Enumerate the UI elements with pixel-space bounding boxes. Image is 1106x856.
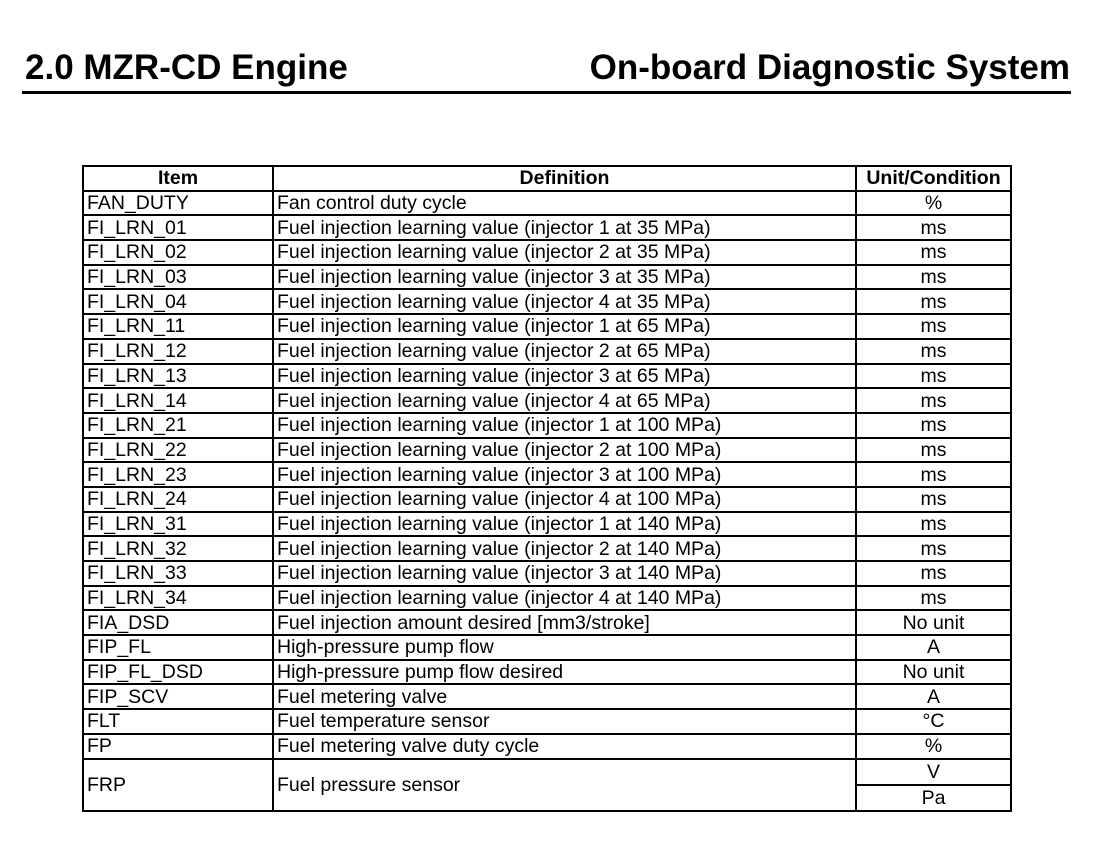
item-cell: FI_LRN_34 — [83, 586, 273, 611]
item-cell: FI_LRN_11 — [83, 314, 273, 339]
unit-cell: ms — [856, 339, 1011, 364]
table-row — [83, 438, 1011, 463]
definition-cell: Fuel injection learning value (injector 2 at 100 MPa) — [273, 438, 856, 463]
table-row — [83, 610, 1011, 635]
column-header-unit: Unit/Condition — [856, 166, 1011, 191]
column-header-definition: Definition — [273, 166, 856, 191]
definition-cell: Fuel injection learning value (injector 1 at 35 MPa) — [273, 215, 856, 240]
unit-cell: ms — [856, 413, 1011, 438]
table-row — [83, 512, 1011, 537]
table-body — [83, 191, 1011, 811]
unit-cell: ms — [856, 364, 1011, 389]
table-row — [83, 734, 1011, 759]
item-cell: FP — [83, 734, 273, 759]
page-header — [22, 44, 1071, 94]
column-header-item: Item — [83, 166, 273, 191]
table-row — [83, 339, 1011, 364]
item-cell: FIA_DSD — [83, 610, 273, 635]
system-title: On-board Diagnostic System — [589, 48, 1070, 87]
item-cell: FI_LRN_32 — [83, 536, 273, 561]
item-cell: FI_LRN_24 — [83, 487, 273, 512]
unit-cell: ms — [856, 240, 1011, 265]
table-row — [83, 462, 1011, 487]
unit-cell: ms — [856, 536, 1011, 561]
item-cell: FAN_DUTY — [83, 191, 273, 216]
unit-cell: ms — [856, 487, 1011, 512]
definition-cell: Fuel injection learning value (injector 1 at 100 MPa) — [273, 413, 856, 438]
table-row — [83, 413, 1011, 438]
item-cell: FI_LRN_04 — [83, 289, 273, 314]
table-row — [83, 215, 1011, 240]
unit-cell: ms — [856, 561, 1011, 586]
table-row — [83, 240, 1011, 265]
item-cell: FI_LRN_31 — [83, 512, 273, 537]
unit-cell: ms — [856, 388, 1011, 413]
definition-cell: High-pressure pump flow — [273, 635, 856, 660]
unit-cell: % — [856, 734, 1011, 759]
unit-value-top: V — [856, 760, 1011, 786]
unit-cell: °C — [856, 709, 1011, 734]
unit-cell: ms — [856, 462, 1011, 487]
item-cell: FIP_FL — [83, 635, 273, 660]
definition-cell: Fan control duty cycle — [273, 191, 856, 216]
definition-cell: Fuel injection learning value (injector 4 at 35 MPa) — [273, 289, 856, 314]
unit-cell: No unit — [856, 660, 1011, 685]
item-cell: FI_LRN_01 — [83, 215, 273, 240]
item-cell: FIP_SCV — [83, 684, 273, 709]
definition-cell: Fuel injection learning value (injector 4 at 100 MPa) — [273, 487, 856, 512]
table-row — [83, 536, 1011, 561]
item-cell: FI_LRN_12 — [83, 339, 273, 364]
table-row — [83, 487, 1011, 512]
unit-cell: % — [856, 191, 1011, 216]
definition-cell: Fuel injection learning value (injector 1 at 140 MPa) — [273, 512, 856, 537]
definition-cell: Fuel injection learning value (injector 2 at 65 MPa) — [273, 339, 856, 364]
definition-cell: Fuel temperature sensor — [273, 709, 856, 734]
unit-cell: A — [856, 635, 1011, 660]
item-cell: FRP — [83, 759, 273, 811]
unit-cell: ms — [856, 289, 1011, 314]
definition-cell: Fuel injection learning value (injector 3 at 100 MPa) — [273, 462, 856, 487]
item-cell: FI_LRN_02 — [83, 240, 273, 265]
unit-cell: No unit — [856, 610, 1011, 635]
table-row — [83, 635, 1011, 660]
table-row — [83, 586, 1011, 611]
item-cell: FLT — [83, 709, 273, 734]
definition-cell: Fuel injection learning value (injector 3 at 35 MPa) — [273, 265, 856, 290]
unit-cell: ms — [856, 265, 1011, 290]
definition-cell: Fuel injection learning value (injector 1 at 65 MPa) — [273, 314, 856, 339]
unit-cell: A — [856, 684, 1011, 709]
item-cell: FI_LRN_23 — [83, 462, 273, 487]
table-row — [83, 265, 1011, 290]
table-header-row — [83, 166, 1011, 191]
table-row — [83, 191, 1011, 216]
table-row — [83, 660, 1011, 685]
table-row — [83, 561, 1011, 586]
definition-cell: Fuel metering valve duty cycle — [273, 734, 856, 759]
definition-cell: Fuel injection learning value (injector 4 at 140 MPa) — [273, 586, 856, 611]
definition-cell: Fuel injection amount desired [mm3/stroke] — [273, 610, 856, 635]
table-row — [83, 684, 1011, 709]
definition-cell: Fuel pressure sensor — [273, 759, 856, 811]
unit-value-bottom: Pa — [921, 786, 946, 809]
table-row — [83, 289, 1011, 314]
definition-cell: High-pressure pump flow desired — [273, 660, 856, 685]
item-cell: FI_LRN_33 — [83, 561, 273, 586]
item-cell: FI_LRN_03 — [83, 265, 273, 290]
table-row — [83, 314, 1011, 339]
unit-cell: ms — [856, 586, 1011, 611]
unit-cell — [856, 759, 1011, 811]
definition-cell: Fuel injection learning value (injector 4 at 65 MPa) — [273, 388, 856, 413]
table-row — [83, 364, 1011, 389]
definition-cell: Fuel metering valve — [273, 684, 856, 709]
unit-cell: ms — [856, 512, 1011, 537]
table-row — [83, 709, 1011, 734]
definition-cell: Fuel injection learning value (injector 3 at 140 MPa) — [273, 561, 856, 586]
unit-cell: ms — [856, 438, 1011, 463]
item-cell: FI_LRN_22 — [83, 438, 273, 463]
item-cell: FIP_FL_DSD — [83, 660, 273, 685]
unit-cell: ms — [856, 314, 1011, 339]
definition-cell: Fuel injection learning value (injector 2 at 140 MPa) — [273, 536, 856, 561]
definition-cell: Fuel injection learning value (injector 2 at 35 MPa) — [273, 240, 856, 265]
definition-cell: Fuel injection learning value (injector 3 at 65 MPa) — [273, 364, 856, 389]
item-cell: FI_LRN_21 — [83, 413, 273, 438]
table-row — [83, 388, 1011, 413]
item-cell: FI_LRN_13 — [83, 364, 273, 389]
diagnostic-items-table — [82, 165, 1012, 812]
engine-title: 2.0 MZR-CD Engine — [25, 48, 348, 87]
item-cell: FI_LRN_14 — [83, 388, 273, 413]
table-row — [83, 759, 1011, 811]
unit-cell: ms — [856, 215, 1011, 240]
